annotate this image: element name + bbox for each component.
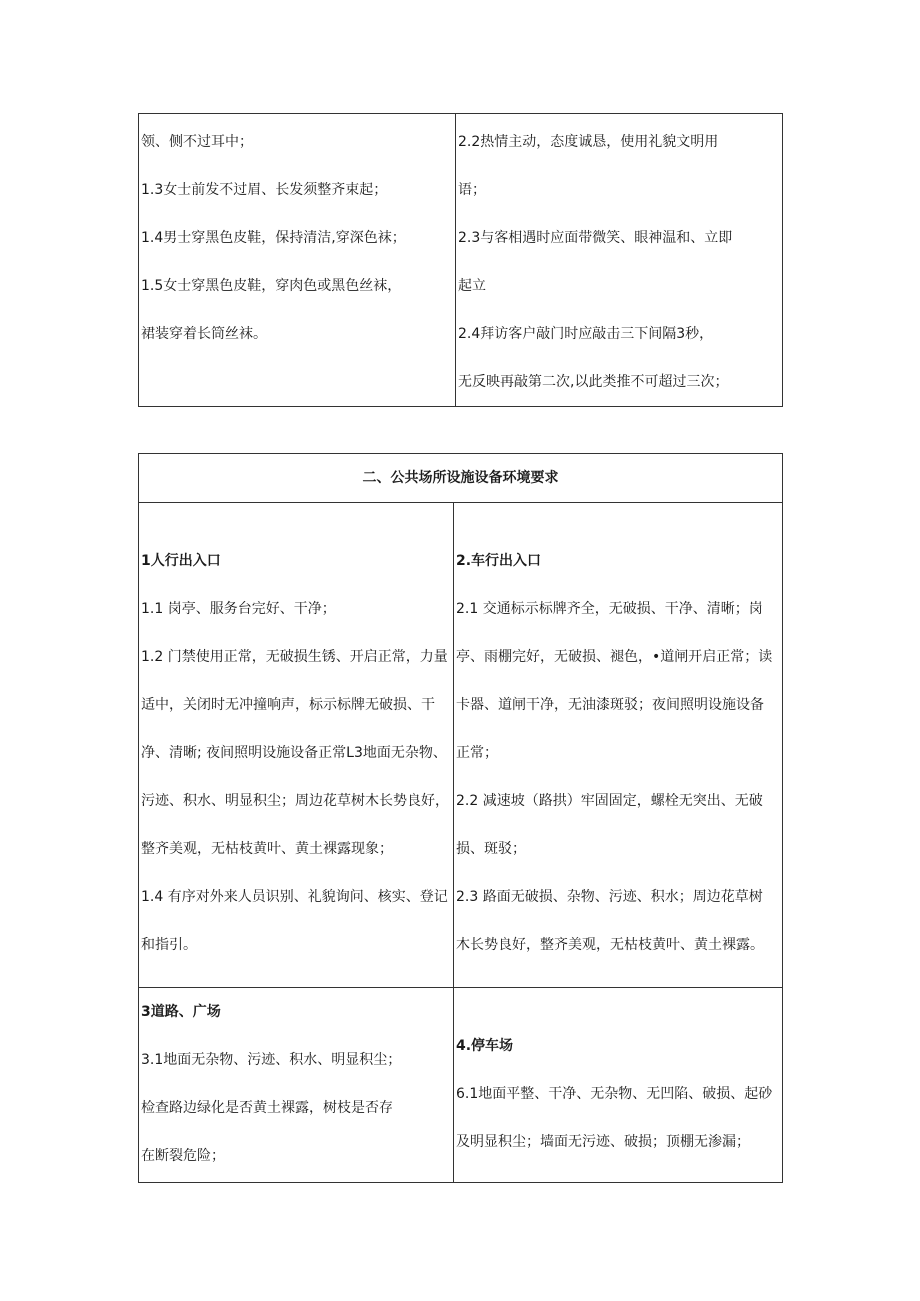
section-title: 二、公共场所设施设备环境要求 <box>362 470 559 486</box>
roads-plaza-heading: 3道路、广场 <box>141 1004 221 1020</box>
pedestrian-entrance-heading: 1人行出入口 <box>141 553 221 569</box>
text-line: 裙装穿着长筒丝袜。 <box>141 326 267 342</box>
text-line: 卡器、道闸干净，无油漆斑驳；夜间照明设施设备 <box>456 697 764 713</box>
text-line: 起立 <box>458 278 486 294</box>
text-line: 1.1 岗亭、服务台完好、干净； <box>141 601 336 617</box>
text-line: 亭、雨棚完好，无破损、褪色，•道闸开启正常；读 <box>456 649 773 665</box>
section-title-cell <box>139 454 783 503</box>
text-line: 1.4 有序对外来人员识别、礼貌询问、核实、登记 <box>141 889 448 905</box>
text-line: 3.1地面无杂物、污迹、积水、明显积尘； <box>141 1052 402 1068</box>
text-line: 在断裂危险； <box>141 1148 225 1164</box>
right-cell <box>456 114 783 407</box>
public-facilities-table <box>138 453 783 1183</box>
table-row <box>139 503 783 988</box>
text-line: 1.3女士前发不过眉、长发须整齐束起； <box>141 182 388 198</box>
text-line: 语； <box>458 182 486 198</box>
text-line: 2.3 路面无破损、杂物、污迹、积水；周边花草树 <box>456 889 763 905</box>
text-line: 1.5女士穿黑色皮鞋，穿肉色或黑色丝袜， <box>141 278 402 294</box>
text-line: 净、清晰; 夜间照明设施设备正常L3地面无杂物、 <box>141 745 447 761</box>
pedestrian-entrance-cell <box>139 503 454 988</box>
text-line: 2.2热情主动，态度诚恳，使用礼貌文明用 <box>458 134 719 150</box>
text-line: 适中，关闭时无冲撞响声，标示标牌无破损、干 <box>141 697 435 713</box>
text-line: 2.3与客相遇时应面带微笑、眼神温和、立即 <box>458 230 733 246</box>
text-line: 损、斑驳； <box>456 841 526 857</box>
text-line: 整齐美观，无枯枝黄叶、黄土裸露现象； <box>141 841 393 857</box>
requirements-table-continued <box>138 113 783 407</box>
text-line: 1.2 门禁使用正常，无破损生锈、开启正常，力量 <box>141 649 448 665</box>
text-line: 和指引。 <box>141 937 197 953</box>
table-row <box>139 454 783 503</box>
text-line: 2.4拜访客户敲门时应敲击三下间隔3秒， <box>458 326 714 342</box>
parking-lot-cell <box>454 988 783 1183</box>
text-line: 1.4男士穿黑色皮鞋，保持清洁,穿深色袜； <box>141 230 406 246</box>
left-cell <box>139 114 456 407</box>
text-line: 2.2 减速坡（路拱）牢固固定，螺栓无突出、无破 <box>456 793 763 809</box>
text-line: 及明显积尘；墙面无污迹、破损；顶棚无渗漏； <box>456 1134 750 1150</box>
text-line: 木长势良好，整齐美观，无枯枝黄叶、黄土裸露。 <box>456 937 764 953</box>
parking-lot-heading: 4.停车场 <box>456 1038 514 1054</box>
table-row <box>139 988 783 1183</box>
text-line: 检查路边绿化是否黄土裸露，树枝是否存 <box>141 1100 393 1116</box>
text-line: 正常； <box>456 745 498 761</box>
vehicle-entrance-heading: 2.车行出入口 <box>456 553 542 569</box>
roads-plaza-cell <box>139 988 454 1183</box>
text-line: 2.1 交通标示标牌齐全，无破损、干净、清晰；岗 <box>456 601 763 617</box>
text-line: 6.1地面平整、干净、无杂物、无凹陷、破损、起砂 <box>456 1086 773 1102</box>
table-row <box>139 114 783 407</box>
text-line: 无反映再敲第二次,以此类推不可超过三次； <box>458 374 729 390</box>
vehicle-entrance-cell <box>454 503 783 988</box>
text-line: 领、侧不过耳中； <box>141 134 253 150</box>
text-line: 污迹、积水、明显积尘；周边花草树木长势良好， <box>141 793 449 809</box>
